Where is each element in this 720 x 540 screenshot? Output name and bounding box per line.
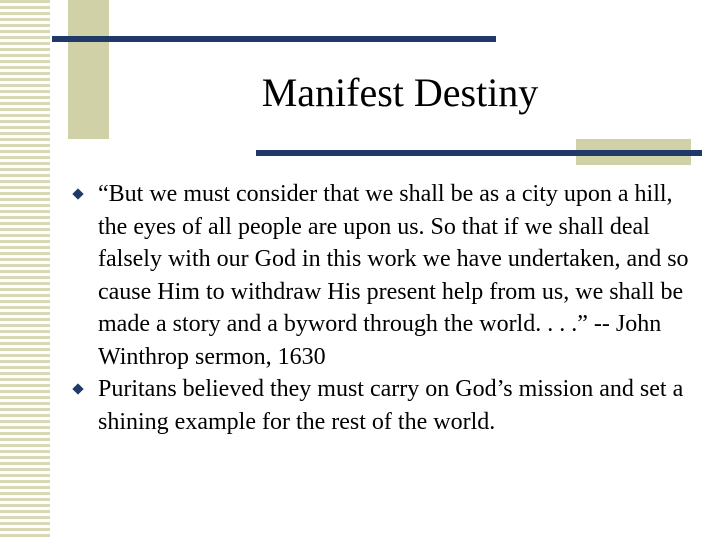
decorative-accent-block-top <box>68 0 109 139</box>
diamond-bullet-icon <box>72 383 83 394</box>
decorative-rule-bottom <box>256 150 702 156</box>
diamond-bullet-icon <box>72 188 83 199</box>
decorative-stripe-bar <box>0 0 50 540</box>
bullet-item <box>70 373 700 438</box>
slide-title: Manifest Destiny <box>261 70 539 115</box>
bullet-item <box>70 178 700 373</box>
bullet-text: “But we must consider that we shall be as a city upon a hill, the eyes of all people are upon us. So that if we shall deal falsely with our God in this work we have undertaken, and so cause Him to withdraw His present help from us, we shall be made a story and a byword through the world. . . .” -- John Winthrop sermon, 1630 <box>98 181 689 370</box>
bullet-text: Puritans believed they must carry on God’s mission and set a shining example for the rest of the world. <box>98 376 684 435</box>
bullet-list <box>70 178 700 438</box>
decorative-rule-top <box>52 36 496 42</box>
